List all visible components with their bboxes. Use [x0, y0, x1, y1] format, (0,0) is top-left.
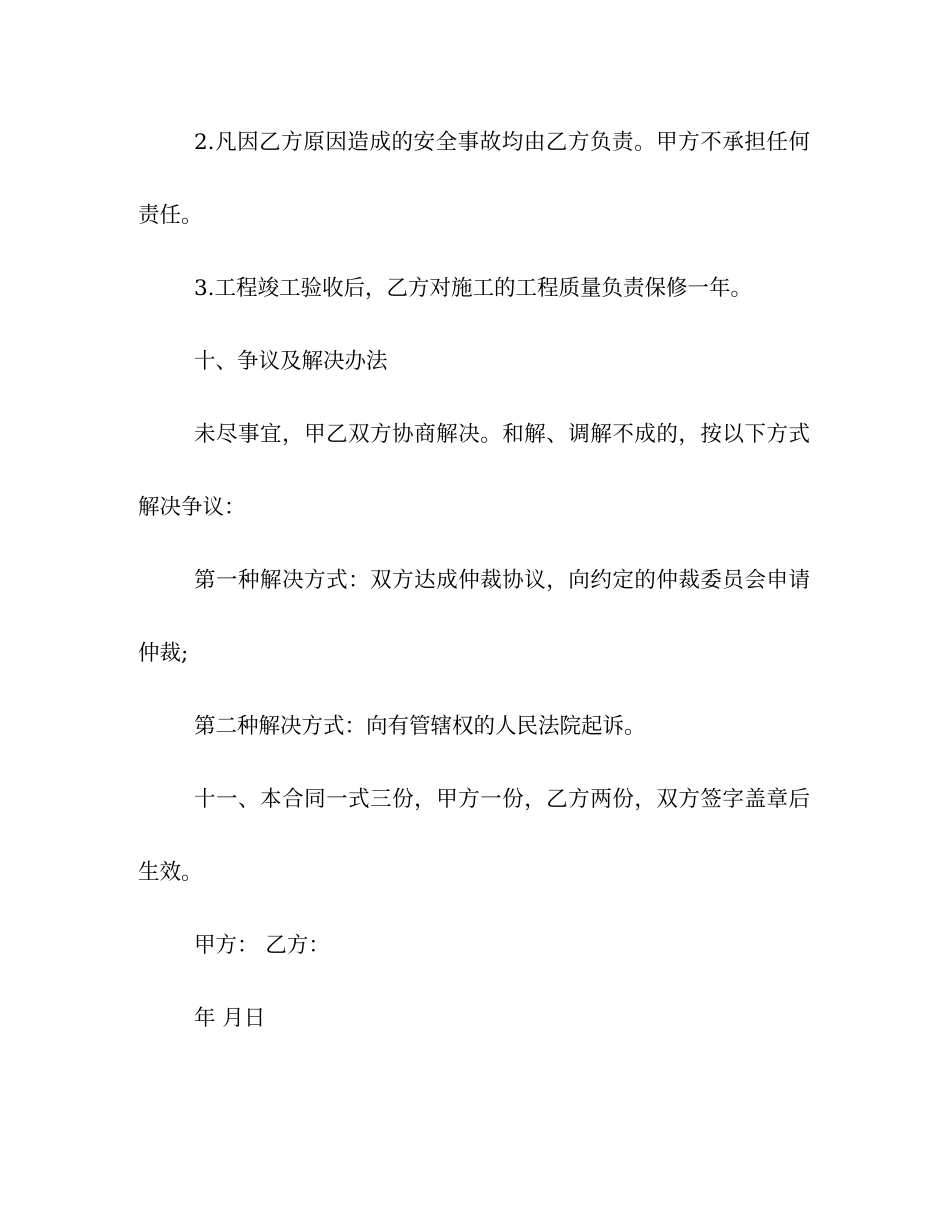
clause-9-2-line-1: 2.凡因乙方原因造成的安全事故均由乙方负责。甲方不承担任何 [194, 130, 810, 155]
section-11-line-1: 十一、本合同一式三份，甲方一份，乙方两份，双方签字盖章后 [194, 787, 810, 812]
section-10-heading: 十、争议及解决办法 [194, 349, 388, 374]
section-11-line-2: 生效。 [138, 860, 203, 885]
dispute-paragraph-line-1: 未尽事宜，甲乙双方协商解决。和解、调解不成的，按以下方式 [194, 422, 810, 447]
clause-9-3: 3.工程竣工验收后，乙方对施工的工程质量负责保修一年。 [194, 276, 753, 301]
signature-date: 年 月日 [194, 1006, 266, 1031]
clause-9-2-line-2: 责任。 [138, 203, 203, 228]
resolution-method-1-line-1: 第一种解决方式：双方达成仲裁协议，向约定的仲裁委员会申请 [194, 568, 810, 593]
signature-parties: 甲方： 乙方： [194, 933, 330, 958]
dispute-paragraph-line-2: 解决争议： [138, 495, 246, 520]
resolution-method-2: 第二种解决方式：向有管辖权的人民法院起诉。 [194, 714, 646, 739]
resolution-method-1-line-2: 仲裁; [138, 641, 189, 666]
